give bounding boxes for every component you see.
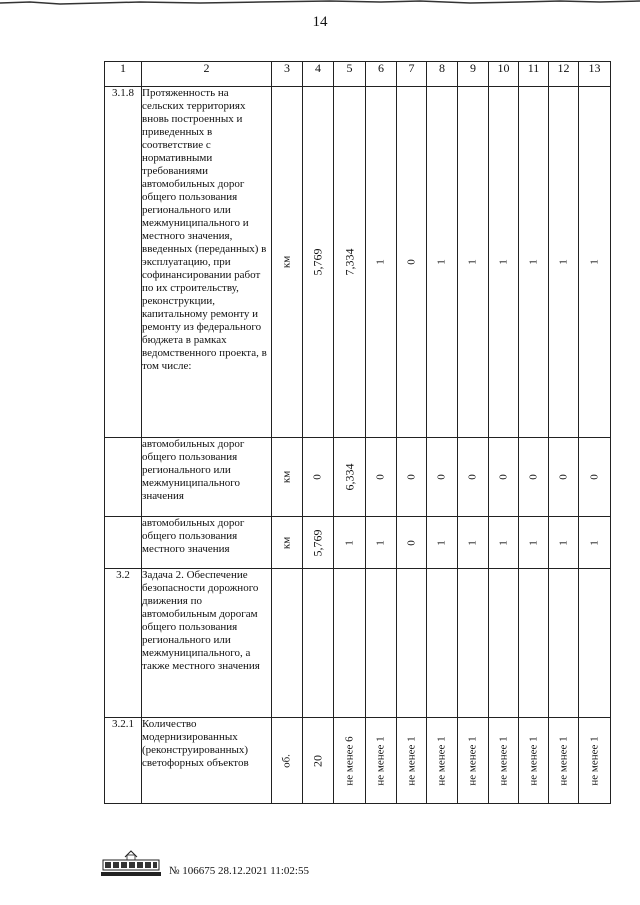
value-cell — [397, 87, 427, 438]
cell-value: 0 — [405, 539, 417, 546]
unit-cell — [272, 87, 303, 438]
value-cell — [303, 569, 334, 718]
value-cell — [458, 438, 489, 517]
header-cell: 7 — [397, 62, 427, 87]
value-cell — [519, 87, 549, 438]
row-description: автомобильных дорог общего пользования регионального или межмуниципального значения — [142, 438, 272, 517]
value-cell — [519, 718, 549, 804]
cell-value: не менее 1 — [527, 735, 539, 786]
value-cell — [334, 517, 366, 569]
cell-value: 5,769 — [310, 529, 325, 556]
value-cell — [334, 718, 366, 804]
unit-value: км — [280, 255, 293, 269]
value-cell — [366, 718, 397, 804]
row-number — [105, 517, 142, 569]
header-cell: 8 — [427, 62, 458, 87]
header-cell: 9 — [458, 62, 489, 87]
table-row — [105, 718, 611, 804]
cell-value: 0 — [557, 474, 569, 480]
header-cell: 10 — [489, 62, 519, 87]
cell-value: не менее 1 — [405, 735, 417, 786]
value-cell — [579, 517, 611, 569]
table-header-row — [105, 62, 611, 87]
cell-value: 1 — [435, 539, 448, 546]
header-cell: 6 — [366, 62, 397, 87]
cell-value: 0 — [588, 474, 600, 480]
table-row — [105, 517, 611, 569]
value-cell — [579, 438, 611, 517]
row-number: 3.2.1 — [105, 718, 142, 804]
value-cell — [579, 87, 611, 438]
value-cell — [489, 569, 519, 718]
value-cell — [366, 87, 397, 438]
value-cell — [549, 517, 579, 569]
row-description: Протяженность на сельских территориях вновь построенных и приведенных в соответствие с нормативными требованиями автомобильных дорог общего пользования регионального или межмуниципального и местного значения, введенных (переданных) в эксплуатацию, при софинансировании работ по их строительству, реконструкции, капитальному ремонту и ремонту из федерального бюджета в рамках ведомственного проекта, в том числе: — [142, 87, 272, 438]
value-cell — [458, 87, 489, 438]
cell-value: 0 — [497, 474, 509, 480]
cell-value: 1 — [435, 259, 448, 265]
value-cell — [549, 87, 579, 438]
cell-value: 1 — [557, 539, 569, 546]
value-cell — [519, 517, 549, 569]
cell-value: 1 — [466, 259, 479, 265]
header-cell: 11 — [519, 62, 549, 87]
cell-value: 1 — [527, 259, 539, 265]
cell-value: 5,769 — [310, 248, 325, 276]
header-cell: 1 — [105, 62, 142, 87]
indicator-table — [104, 61, 611, 804]
cell-value: 7,334 — [342, 248, 356, 276]
scan-edge-artifact — [0, 0, 640, 6]
document-footer — [99, 849, 429, 881]
cell-value: 1 — [557, 259, 569, 265]
table-row — [105, 87, 611, 438]
header-cell: 12 — [549, 62, 579, 87]
row-description: автомобильных дорог общего пользования местного значения — [142, 517, 272, 569]
value-cell — [366, 438, 397, 517]
cell-value: 0 — [527, 474, 539, 480]
value-cell — [519, 438, 549, 517]
row-description: Задача 2. Обеспечение безопасности дорожного движения по автомобильным дорогам общего пользования регионального или межмуниципального, а также местного значения — [142, 569, 272, 718]
value-cell — [427, 569, 458, 718]
cell-value: 0 — [311, 474, 324, 480]
value-cell — [334, 569, 366, 718]
value-cell — [366, 517, 397, 569]
value-cell — [519, 569, 549, 718]
value-cell — [579, 569, 611, 718]
cell-value: 0 — [374, 474, 387, 480]
cell-value: 1 — [588, 539, 600, 546]
cell-value: не менее 1 — [497, 735, 509, 786]
unit-cell — [272, 718, 303, 804]
value-cell — [397, 718, 427, 804]
value-cell — [303, 718, 334, 804]
table-row — [105, 438, 611, 517]
row-description: Количество модернизированных (реконструированных) светофорных объектов — [142, 718, 272, 804]
cell-value: 0 — [405, 474, 417, 480]
cell-value: 1 — [497, 539, 509, 546]
cell-value: 0 — [435, 474, 448, 480]
registration-datetime: 28.12.2021 11:02:55 — [218, 865, 309, 877]
value-cell — [397, 517, 427, 569]
value-cell — [303, 87, 334, 438]
cell-value: не менее 1 — [374, 735, 387, 786]
document-number: № 106675 — [169, 865, 216, 877]
header-cell: 13 — [579, 62, 611, 87]
value-cell — [427, 517, 458, 569]
cell-value: 1 — [343, 539, 355, 546]
row-number: 3.1.8 — [105, 87, 142, 438]
value-cell — [366, 569, 397, 718]
value-cell — [427, 718, 458, 804]
registry-stamp-icon — [99, 849, 163, 879]
value-cell — [549, 438, 579, 517]
cell-value: 0 — [466, 474, 479, 480]
cell-value: 1 — [497, 259, 509, 265]
cell-value: не менее 1 — [557, 735, 569, 786]
registration-stamp-text — [169, 865, 309, 877]
cell-value: 1 — [466, 539, 479, 546]
page-number: 14 — [312, 14, 328, 30]
value-cell — [427, 87, 458, 438]
value-cell — [489, 438, 519, 517]
cell-value: 20 — [310, 754, 325, 767]
cell-value: не менее 6 — [343, 735, 355, 786]
cell-value: 1 — [374, 259, 387, 265]
cell-value: 1 — [527, 539, 539, 546]
value-cell — [334, 438, 366, 517]
value-cell — [397, 569, 427, 718]
value-cell — [303, 438, 334, 517]
value-cell — [303, 517, 334, 569]
value-cell — [334, 87, 366, 438]
header-cell: 2 — [142, 62, 272, 87]
header-cell: 5 — [334, 62, 366, 87]
cell-value: не менее 1 — [466, 735, 479, 786]
value-cell — [397, 438, 427, 517]
row-number: 3.2 — [105, 569, 142, 718]
unit-cell — [272, 569, 303, 718]
header-cell: 4 — [303, 62, 334, 87]
value-cell — [489, 718, 519, 804]
value-cell — [489, 517, 519, 569]
value-cell — [489, 87, 519, 438]
value-cell — [549, 718, 579, 804]
unit-value: км — [280, 536, 293, 549]
cell-value: 0 — [405, 259, 417, 265]
table-row — [105, 569, 611, 718]
cell-value: 1 — [588, 259, 600, 265]
cell-value: не менее 1 — [435, 735, 448, 786]
unit-cell — [272, 517, 303, 569]
value-cell — [427, 438, 458, 517]
cell-value: 6,334 — [342, 463, 356, 491]
value-cell — [458, 569, 489, 718]
row-number — [105, 438, 142, 517]
value-cell — [458, 718, 489, 804]
cell-value: не менее 1 — [588, 735, 600, 786]
unit-cell — [272, 438, 303, 517]
unit-value: об. — [280, 753, 293, 768]
value-cell — [579, 718, 611, 804]
unit-value: км — [280, 470, 293, 484]
cell-value: 1 — [374, 539, 387, 546]
header-cell: 3 — [272, 62, 303, 87]
value-cell — [549, 569, 579, 718]
value-cell — [458, 517, 489, 569]
